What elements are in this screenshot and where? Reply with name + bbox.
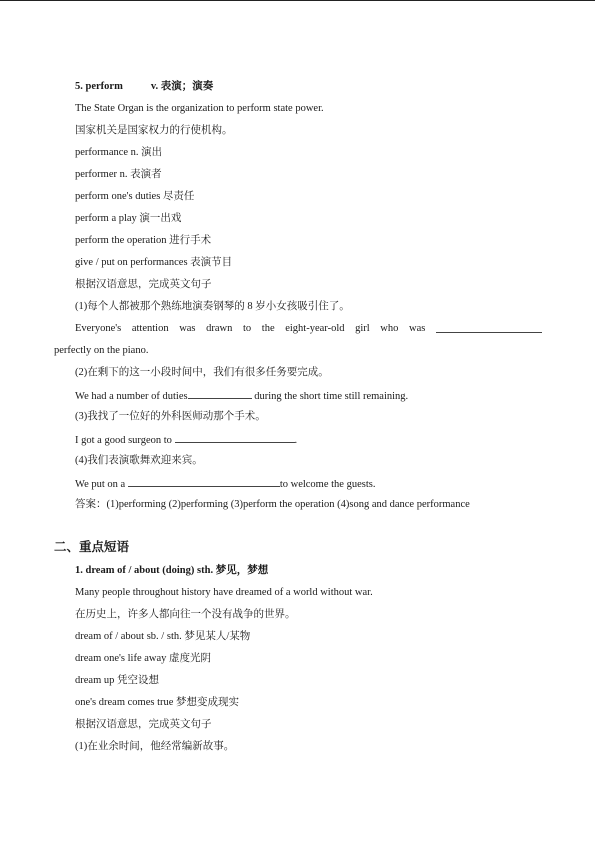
phrase-line: dream one's life away 虚度光阴 <box>75 653 212 664</box>
phrase-line: perform the operation 进行手术 <box>75 235 212 246</box>
sentence-part: I got a good surgeon to <box>75 435 175 446</box>
word: drawn <box>206 323 233 334</box>
instruction: 根据汉语意思，完成英文句子 <box>75 719 212 730</box>
heading-word: 5. perform <box>75 81 123 92</box>
answer-blank[interactable] <box>175 432 295 443</box>
exercise-1-zh: (1)在业余时间，他经常编新故事。 <box>75 741 235 752</box>
word: who <box>380 323 399 334</box>
exercise-2-en <box>75 388 408 404</box>
exercise-3-zh: (3)我找了一位好的外科医师动那个手术。 <box>75 411 266 422</box>
sentence-part: during the short time still remaining. <box>251 391 409 402</box>
answer-blank[interactable] <box>188 388 252 399</box>
word: was <box>409 323 426 334</box>
phrase-line: performance n. 演出 <box>75 147 163 158</box>
sentence-part: We had a number of duties <box>75 391 188 402</box>
phrase-line: dream of / about sb. / sth. 梦见某人/某物 <box>75 631 251 642</box>
exercise-2-zh: (2)在剩下的这一小段时间中，我们有很多任务要完成。 <box>75 367 329 378</box>
dream-example-en: Many people throughout history have dreamed of a world without war. <box>75 587 373 598</box>
sentence-part: We put on a <box>75 479 128 490</box>
instruction: 根据汉语意思，完成英文句子 <box>75 279 212 290</box>
top-rule <box>0 0 595 1</box>
phrase-line: perform a play 演一出戏 <box>75 213 182 224</box>
phrase-line: perform one's duties 尽责任 <box>75 191 195 202</box>
word: was <box>179 323 196 334</box>
exercise-1-en-cont: perfectly on the piano. <box>54 345 149 356</box>
phrase-line: performer n. 表演者 <box>75 169 162 180</box>
word: the <box>261 323 275 334</box>
perform-example-en: The State Organ is the organization to perform state power. <box>75 103 324 114</box>
answer-blank[interactable] <box>436 322 542 333</box>
phrase-line: dream up 凭空设想 <box>75 675 159 686</box>
word: eight-year-old <box>285 323 345 334</box>
exercise-1-en <box>75 322 542 336</box>
dream-heading: 1. dream of / about (doing) sth. 梦见，梦想 <box>75 565 269 576</box>
answer-blank[interactable] <box>128 476 280 487</box>
word: Everyone's <box>75 323 122 334</box>
phrase-line: give / put on performances 表演节目 <box>75 257 233 268</box>
sentence-part: . <box>294 435 298 446</box>
exercise-4-zh: (4)我们表演歌舞欢迎来宾。 <box>75 455 203 466</box>
answer-key: 答案：(1)performing (2)performing (3)perform the operation (4)song and dance performance <box>75 499 470 510</box>
exercise-3-en <box>75 432 297 448</box>
perform-example-zh: 国家机关是国家权力的行使机构。 <box>75 125 233 136</box>
phrase-line: one's dream comes true 梦想变成现实 <box>75 697 240 708</box>
exercise-4-en <box>75 476 375 492</box>
perform-heading <box>75 80 213 94</box>
word: attention <box>131 323 169 334</box>
exercise-1-zh: (1)每个人都被那个熟练地演奏钢琴的 8 岁小女孩吸引住了。 <box>75 301 350 312</box>
sentence-part: to welcome the guests. <box>279 479 376 490</box>
section-title: 二、重点短语 <box>54 539 130 554</box>
dream-example-zh: 在历史上，许多人都向往一个没有战争的世界。 <box>75 609 296 620</box>
word: to <box>243 323 252 334</box>
heading-pos: v. 表演；演奏 <box>150 81 214 92</box>
word: girl <box>355 323 370 334</box>
